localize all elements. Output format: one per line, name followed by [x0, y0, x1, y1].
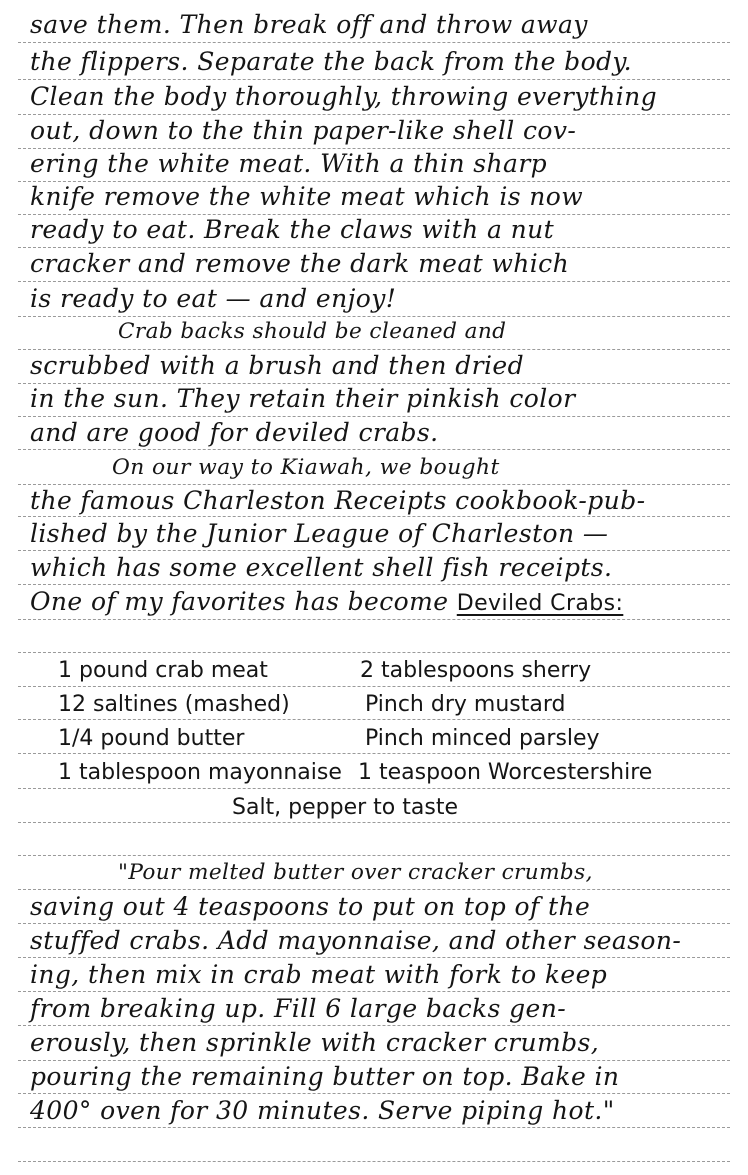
- text-line: stuffed crabs. Add mayonnaise, and other season-: [30, 926, 682, 955]
- ruled-line: [18, 114, 730, 115]
- ruled-line: [18, 1025, 730, 1026]
- text-line: ering the white meat. With a thin sharp: [30, 149, 548, 178]
- ingredient-item: 1 teaspoon Worcestershire: [358, 760, 653, 785]
- text-line: On our way to Kiawah, we bought: [112, 455, 500, 480]
- text-line: Crab backs should be cleaned and: [118, 319, 507, 344]
- text-line: 400° oven for 30 minutes. Serve piping hot.": [30, 1096, 615, 1125]
- ruled-line: [18, 923, 730, 924]
- ingredient-item: 2 tablespoons sherry: [360, 658, 592, 683]
- ruled-line: [18, 584, 730, 585]
- text-line: scrubbed with a brush and then dried: [30, 351, 525, 380]
- text-line: ing, then mix in crab meat with fork to keep: [30, 960, 608, 989]
- ruled-line: [18, 1127, 730, 1128]
- text-line: Clean the body thoroughly, throwing everything: [30, 82, 658, 111]
- ingredient-item: 12 saltines (mashed): [58, 692, 290, 717]
- ruled-line: [18, 991, 730, 992]
- ruled-line: [18, 416, 730, 417]
- ingredient-item: 1 pound crab meat: [58, 658, 268, 683]
- text-line: and are good for deviled crabs.: [30, 418, 439, 447]
- ingredient-item: 1 tablespoon mayonnaise: [58, 760, 342, 785]
- text-line: erously, then sprinkle with cracker crumbs,: [30, 1028, 600, 1057]
- text-line: [30, 587, 730, 619]
- ruled-line: [18, 349, 730, 350]
- ingredient-item: 1/4 pound butter: [58, 726, 245, 751]
- ruled-line: [18, 957, 730, 958]
- text-line: is ready to eat — and enjoy!: [30, 284, 397, 313]
- ruled-line: [18, 686, 730, 687]
- ruled-line: [18, 42, 730, 43]
- ruled-line: [18, 652, 730, 653]
- text-line: which has some excellent shell fish receipts.: [30, 553, 613, 582]
- ruled-line: [18, 79, 730, 80]
- text-line: in the sun. They retain their pinkish color: [30, 384, 576, 413]
- ruled-line: [18, 449, 730, 450]
- text-line: saving out 4 teaspoons to put on top of the: [30, 892, 591, 921]
- ruled-line: [18, 1060, 730, 1061]
- text-line: ready to eat. Break the claws with a nut: [30, 215, 555, 244]
- ruled-line: [18, 1093, 730, 1094]
- text-line: pouring the remaining butter on top. Bake in: [30, 1062, 620, 1091]
- ruled-line: [18, 619, 730, 620]
- text-line: the famous Charleston Receipts cookbook-pub-: [30, 486, 646, 515]
- text-line: "Pour melted butter over cracker crumbs,: [118, 860, 593, 885]
- ingredient-footer: Salt, pepper to taste: [232, 795, 458, 820]
- ruled-line: [18, 516, 730, 517]
- text-line: out, down to the thin paper-like shell cov-: [30, 116, 577, 145]
- text-line: from breaking up. Fill 6 large backs gen-: [30, 994, 567, 1023]
- ruled-line: [18, 550, 730, 551]
- text-line: save them. Then break off and throw away: [30, 10, 588, 39]
- text-line: lished by the Junior League of Charleston —: [30, 519, 609, 548]
- ingredient-item: Pinch minced parsley: [365, 726, 600, 751]
- text-line: knife remove the white meat which is now: [30, 182, 584, 211]
- ingredient-item: Pinch dry mustard: [365, 692, 566, 717]
- text-line-content: One of my favorites has become: [30, 587, 449, 616]
- text-line: cracker and remove the dark meat which: [30, 249, 570, 278]
- text-line: the flippers. Separate the back from the body.: [30, 47, 632, 76]
- ruled-line: [18, 855, 730, 856]
- ruled-line: [18, 788, 730, 789]
- recipe-title: Deviled Crabs:: [456, 591, 624, 616]
- ruled-line: [18, 281, 730, 282]
- ruled-line: [18, 889, 730, 890]
- ruled-line: [18, 484, 730, 485]
- ruled-line: [18, 247, 730, 248]
- ruled-line: [18, 1161, 730, 1162]
